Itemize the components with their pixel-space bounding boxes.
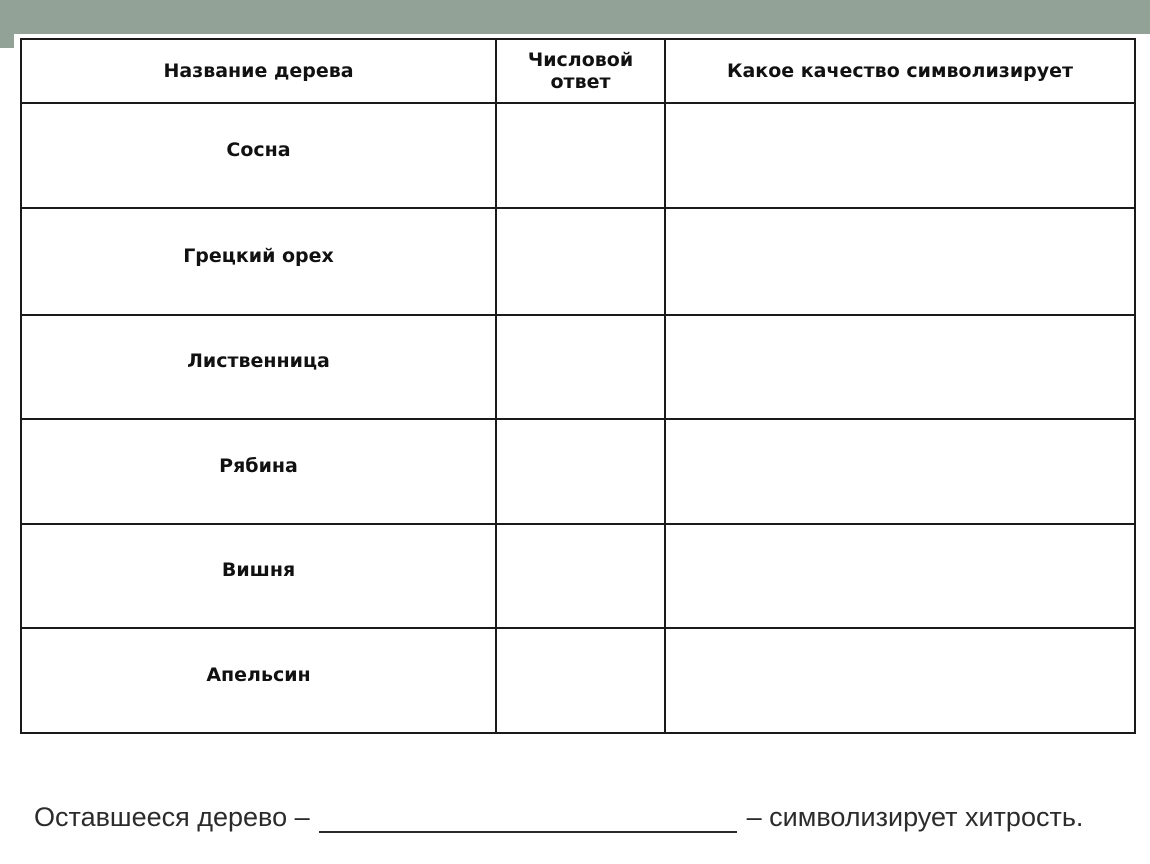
tree-name-cell: Апельсин (21, 628, 496, 733)
header-tree-name: Название дерева (21, 39, 496, 103)
numeric-answer-cell[interactable] (496, 208, 665, 315)
quality-cell[interactable] (665, 524, 1135, 628)
table-row (21, 208, 1135, 315)
answer-blank[interactable] (319, 805, 737, 833)
table-row (21, 524, 1135, 628)
top-decorative-band (0, 0, 1150, 34)
quality-cell[interactable] (665, 103, 1135, 208)
left-decorative-strip (0, 34, 14, 48)
tree-name-cell: Грецкий орех (21, 208, 496, 315)
tree-name-cell: Рябина (21, 419, 496, 524)
footer-suffix: – символизирует хитрость. (746, 802, 1084, 832)
quality-cell[interactable] (665, 628, 1135, 733)
table-row (21, 315, 1135, 419)
table-row (21, 419, 1135, 524)
tree-name-cell: Лиственница (21, 315, 496, 419)
quality-cell[interactable] (665, 419, 1135, 524)
quality-cell[interactable] (665, 315, 1135, 419)
table-row (21, 103, 1135, 208)
tree-name-cell: Сосна (21, 103, 496, 208)
numeric-answer-cell[interactable] (496, 103, 665, 208)
header-numeric-answer: Числовой ответ (496, 39, 665, 103)
tree-name-cell: Вишня (21, 524, 496, 628)
numeric-answer-cell[interactable] (496, 524, 665, 628)
footer-prefix: Оставшееся дерево – (34, 802, 310, 832)
numeric-answer-cell[interactable] (496, 419, 665, 524)
header-quality: Какое качество символизирует (665, 39, 1135, 103)
table-row (21, 628, 1135, 733)
quality-cell[interactable] (665, 208, 1135, 315)
footer-sentence (34, 802, 1083, 833)
tree-table (20, 38, 1136, 734)
numeric-answer-cell[interactable] (496, 628, 665, 733)
table-header-row (21, 39, 1135, 103)
numeric-answer-cell[interactable] (496, 315, 665, 419)
